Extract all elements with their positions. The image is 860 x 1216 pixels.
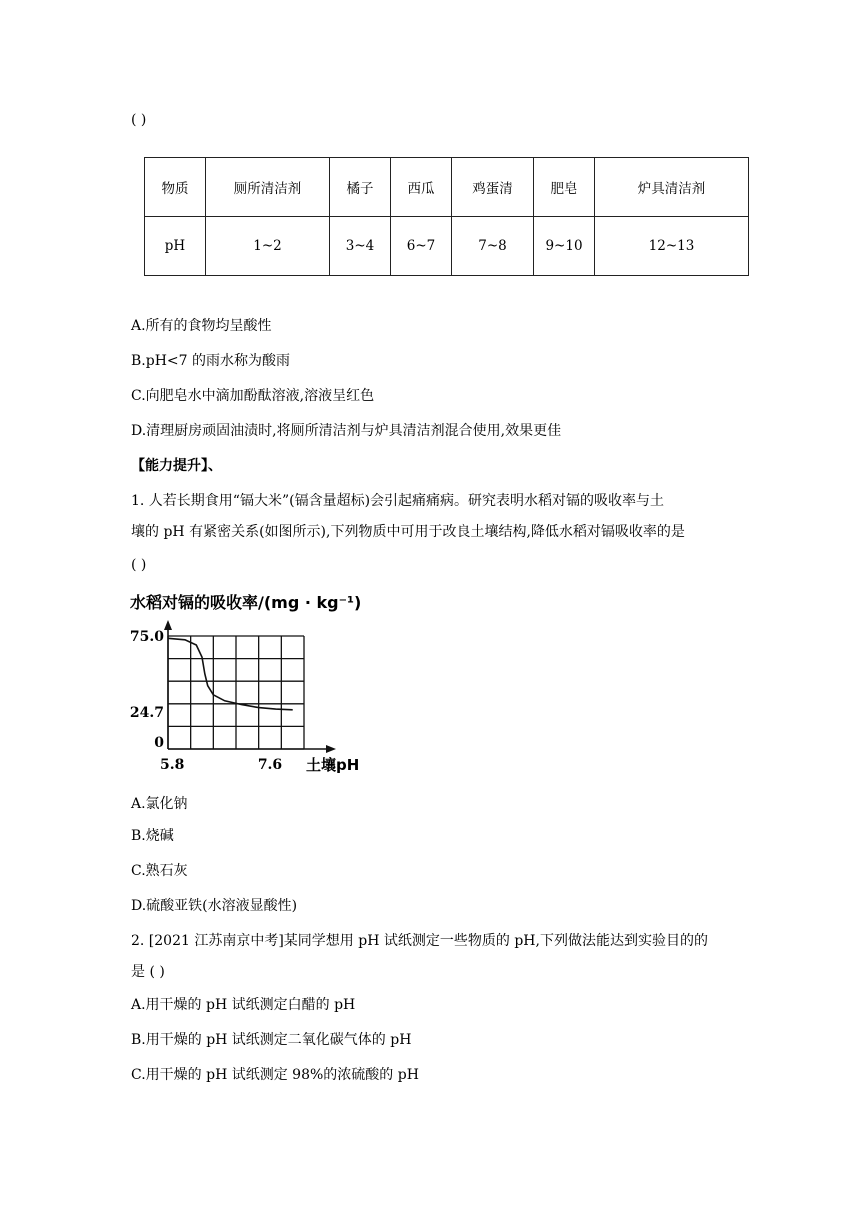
q2-option-b: B.用干燥的 pH 试纸测定二氧化碳气体的 pH — [131, 1032, 412, 1048]
option-d: D.清理厨房顽固油渍时,将厕所清洁剂与炉具清洁剂混合使用,效果更佳 — [131, 423, 562, 439]
table-cell: 9~10 — [534, 217, 595, 276]
x-axis-label: 土壤pH — [306, 756, 360, 774]
option-b: B.pH<7 的雨水称为酸雨 — [131, 353, 290, 369]
chart-axes — [164, 620, 336, 753]
q2-stem-line1: 2. [2021 江苏南京中考]某同学想用 pH 试纸测定一些物质的 pH,下列做法能达到实验目的的 — [131, 933, 708, 949]
table-cell: 橘子 — [330, 158, 391, 217]
table-row — [145, 217, 749, 276]
q1-option-a: A.氯化钠 — [131, 796, 188, 812]
chart-ticks — [130, 629, 359, 774]
table-cell: 1~2 — [206, 217, 330, 276]
q1-stem-line2: 壤的 pH 有紧密关系(如图所示),下列物质中可用于改良土壤结构,降低水稻对镉吸收率的是 — [131, 524, 685, 540]
table-cell: 肥皂 — [534, 158, 595, 217]
y-tick-label: 75.0 — [129, 629, 164, 645]
q1-stem-line1: 1. 人若长期食用“镉大米”(镉含量超标)会引起痛痛病。研究表明水稻对镉的吸收率与土 — [131, 493, 665, 509]
q1-answer-paren: ( ) — [131, 557, 147, 573]
q1-option-c: C.熟石灰 — [131, 863, 188, 879]
section-title: 【能力提升】、 — [131, 458, 222, 474]
cadmium-absorption-chart — [128, 588, 368, 778]
y-tick-label: 24.7 — [129, 704, 164, 721]
chart-title: 水稻对镉的吸收率/(mg · kg⁻¹) — [130, 593, 362, 612]
table-cell: 西瓜 — [391, 158, 452, 217]
table-cell: 6~7 — [391, 217, 452, 276]
y-axis-arrow — [164, 620, 172, 630]
q1-option-d: D.硫酸亚铁(水溶液显酸性) — [131, 898, 298, 914]
table-cell: 炉具清洁剂 — [595, 158, 749, 217]
ph-table — [144, 157, 749, 276]
q2-option-c: C.用干燥的 pH 试纸测定 98%的浓硫酸的 pH — [131, 1067, 419, 1083]
table-row — [145, 158, 749, 217]
option-a: A.所有的食物均呈酸性 — [131, 318, 272, 334]
q1-option-b: B.烧碱 — [131, 828, 174, 844]
option-c: C.向肥皂水中滴加酚酞溶液,溶液呈红色 — [131, 388, 375, 404]
question-answer-paren: ( ) — [131, 112, 147, 128]
table-cell: 物质 — [145, 158, 206, 217]
chart-grid — [168, 636, 304, 749]
table-cell: 12~13 — [595, 217, 749, 276]
series-line — [168, 638, 293, 710]
q2-stem-line2: 是 ( ) — [131, 964, 165, 980]
y-tick-label: 0 — [154, 735, 164, 751]
x-axis-arrow — [326, 745, 336, 753]
table-cell: 7~8 — [452, 217, 534, 276]
table-cell: pH — [145, 217, 206, 276]
table-cell: 3~4 — [330, 217, 391, 276]
table-cell: 厕所清洁剂 — [206, 158, 330, 217]
x-tick-label: 7.6 — [257, 757, 283, 773]
x-tick-label: 5.8 — [160, 757, 185, 773]
q2-option-a: A.用干燥的 pH 试纸测定白醋的 pH — [131, 997, 356, 1013]
table-cell: 鸡蛋清 — [452, 158, 534, 217]
